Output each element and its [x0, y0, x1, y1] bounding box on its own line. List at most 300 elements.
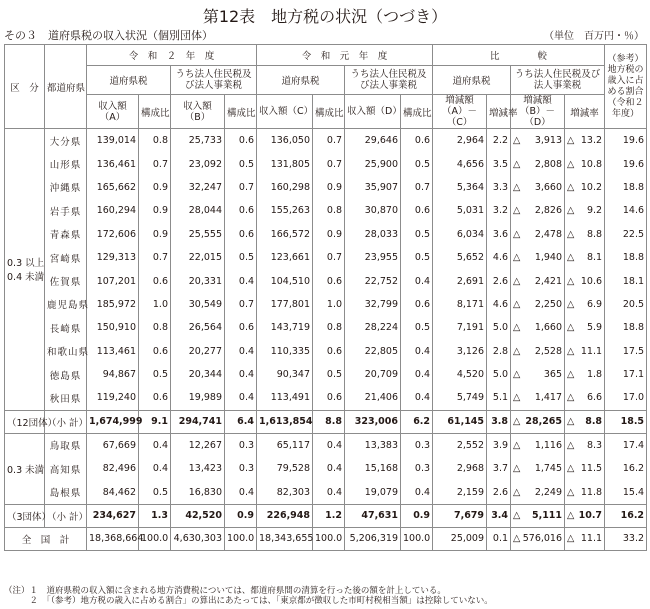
- table-row: [5, 246, 647, 269]
- cell-ref: 16.2: [605, 457, 647, 480]
- header-rev-a: 収入額（A）: [87, 95, 139, 129]
- group2-category-line: 0.3 未満: [7, 464, 45, 476]
- value: 1,116: [534, 439, 563, 451]
- header-rate-2: 増減率: [565, 95, 605, 129]
- cell-a: 139,014: [87, 129, 139, 153]
- cell-d: 20,709: [345, 363, 401, 386]
- cell-cs: 0.7: [313, 246, 345, 269]
- cell-b: 16,830: [171, 480, 225, 504]
- cell-a: 185,972: [87, 293, 139, 316]
- cell-c: 226,948: [257, 504, 313, 527]
- negative-mark: △: [513, 298, 521, 310]
- cell-bs: 0.5: [225, 246, 257, 269]
- value: 6.6: [586, 392, 603, 404]
- cell-d1: 7,191: [433, 316, 487, 339]
- cell-d2: [511, 410, 565, 433]
- cell-d: 28,224: [345, 316, 401, 339]
- table-row: [5, 457, 647, 480]
- table-row: [5, 199, 647, 222]
- negative-mark: △: [567, 252, 575, 264]
- cell-c: 155,263: [257, 199, 313, 222]
- cell-as: 0.9: [139, 199, 171, 222]
- cell-group-count: （3団体）: [5, 504, 45, 527]
- cell-as: 0.6: [139, 340, 171, 363]
- cell-d: 5,206,319: [345, 527, 401, 550]
- cell-d2: [511, 152, 565, 175]
- cell-c: 136,050: [257, 129, 313, 153]
- header-reference: （参考）地方税の歳入に占める割合（令和２年度）: [605, 45, 647, 129]
- value: 576,016: [522, 533, 563, 545]
- cell-c: 110,335: [257, 340, 313, 363]
- footnote-2: ２ 「（参考）地方税の歳入に占める割合」の算出にあたっては、「東京都が徴収した市町村税相当額」は控除していない。: [4, 596, 493, 606]
- cell-as: 0.4: [139, 457, 171, 480]
- cell-cs: 0.4: [313, 433, 345, 457]
- cell-b: 25,733: [171, 129, 225, 153]
- cell-d2: [511, 480, 565, 504]
- negative-mark: △: [513, 369, 521, 381]
- value: 2,249: [534, 486, 563, 498]
- value: 2,421: [534, 275, 563, 287]
- header-share-d: 構成比: [401, 95, 433, 129]
- cell-d1: 2,691: [433, 269, 487, 292]
- header-pref: 都道府県: [45, 45, 87, 129]
- cell-cs: 1.2: [313, 504, 345, 527]
- value: 1,660: [534, 322, 563, 334]
- cell-d1: 25,009: [433, 527, 487, 550]
- cell-as: 0.4: [139, 433, 171, 457]
- cell-r1: 2.6: [487, 269, 511, 292]
- cell-d2: [511, 363, 565, 386]
- negative-mark: △: [567, 439, 575, 451]
- group1-category: [5, 129, 45, 411]
- cell-cs: 0.9: [313, 223, 345, 246]
- cell-cs: 0.4: [313, 457, 345, 480]
- header-diff-ac: 増減額（A）－（C）: [433, 95, 487, 129]
- header-r1-dofukenzei: 道府県税: [257, 66, 345, 95]
- cell-b: 30,549: [171, 293, 225, 316]
- cell-ds: 0.4: [401, 363, 433, 386]
- cell-d1: 6,034: [433, 223, 487, 246]
- negative-mark: △: [567, 486, 575, 498]
- cell-a: 234,627: [87, 504, 139, 527]
- cell-d2: [511, 199, 565, 222]
- cell-ref: 20.5: [605, 293, 647, 316]
- cell-d2: [511, 316, 565, 339]
- cell-c: 113,491: [257, 386, 313, 410]
- cell-r2: [565, 457, 605, 480]
- header-diff-bd: 増減額（B）－（D）: [511, 95, 565, 129]
- cell-c: 104,510: [257, 269, 313, 292]
- cell-prefecture: 沖縄県: [45, 176, 87, 199]
- footnotes: [4, 586, 493, 606]
- cell-d1: 7,679: [433, 504, 487, 527]
- cell-r1: 4.6: [487, 246, 511, 269]
- unit-label: （単位 百万円・％）: [544, 31, 644, 42]
- cell-cs: 0.6: [313, 386, 345, 410]
- negative-mark: △: [567, 322, 575, 334]
- value: 1,745: [534, 463, 563, 475]
- cell-d1: 5,652: [433, 246, 487, 269]
- subtotal-row: [5, 410, 647, 433]
- cell-a: 18,368,664: [87, 527, 139, 550]
- cell-ds: 0.6: [401, 293, 433, 316]
- cell-a: 165,662: [87, 176, 139, 199]
- table-row: [5, 152, 647, 175]
- negative-mark: △: [513, 510, 521, 522]
- cell-d: 29,646: [345, 129, 401, 153]
- header-rev-b: 収入額（B）: [171, 95, 225, 129]
- header-rev-c: 収入額（C）: [257, 95, 313, 129]
- cell-ds: 100.0: [401, 527, 433, 550]
- negative-mark: △: [567, 228, 575, 240]
- cell-bs: 0.4: [225, 386, 257, 410]
- header-r2: 令 和 ２ 年 度: [87, 45, 257, 66]
- cell-d: 32,799: [345, 293, 401, 316]
- cell-cs: 0.4: [313, 480, 345, 504]
- value: 10.8: [580, 158, 603, 170]
- cell-a: 1,674,999: [87, 410, 139, 433]
- negative-mark: △: [513, 486, 521, 498]
- cell-d2: [511, 223, 565, 246]
- value: 3,913: [534, 135, 563, 147]
- cell-r1: 5.0: [487, 363, 511, 386]
- cell-d1: 8,171: [433, 293, 487, 316]
- cell-r1: 3.4: [487, 504, 511, 527]
- cell-d: 21,406: [345, 386, 401, 410]
- cell-bs: 100.0: [225, 527, 257, 550]
- cell-d1: 5,364: [433, 176, 487, 199]
- cell-b: 294,741: [171, 410, 225, 433]
- cell-bs: 0.6: [225, 199, 257, 222]
- cell-bs: 0.5: [225, 152, 257, 175]
- cell-d: 22,805: [345, 340, 401, 363]
- cell-ds: 0.3: [401, 433, 433, 457]
- cell-d: 15,168: [345, 457, 401, 480]
- negative-mark: △: [513, 439, 521, 451]
- cell-d1: 2,552: [433, 433, 487, 457]
- negative-mark: △: [567, 135, 575, 147]
- cell-ref: 22.5: [605, 223, 647, 246]
- value: 5,111: [531, 510, 563, 522]
- cell-d1: 61,145: [433, 410, 487, 433]
- cell-b: 23,092: [171, 152, 225, 175]
- cell-as: 100.0: [139, 527, 171, 550]
- cell-b: 25,555: [171, 223, 225, 246]
- cell-a: 107,201: [87, 269, 139, 292]
- negative-mark: △: [513, 181, 521, 193]
- cell-c: 143,719: [257, 316, 313, 339]
- cell-as: 0.9: [139, 223, 171, 246]
- cell-ds: 0.5: [401, 223, 433, 246]
- cell-c: 177,801: [257, 293, 313, 316]
- cell-r2: [565, 386, 605, 410]
- cell-d1: 2,964: [433, 129, 487, 153]
- cell-group-count: （12団体）: [5, 410, 45, 433]
- cell-r1: 2.6: [487, 480, 511, 504]
- cell-ds: 0.6: [401, 129, 433, 153]
- cell-bs: 0.6: [225, 223, 257, 246]
- cell-ref: 17.1: [605, 363, 647, 386]
- value: 2,528: [534, 345, 563, 357]
- negative-mark: △: [513, 135, 521, 147]
- value: 365: [543, 369, 563, 381]
- cell-b: 26,564: [171, 316, 225, 339]
- cell-r2: [565, 527, 605, 550]
- cell-d: 13,383: [345, 433, 401, 457]
- cell-ref: 18.8: [605, 316, 647, 339]
- cell-bs: 0.6: [225, 129, 257, 153]
- cell-c: 160,298: [257, 176, 313, 199]
- value: 8.3: [586, 439, 603, 451]
- cell-ds: 0.5: [401, 246, 433, 269]
- cell-prefecture: 長崎県: [45, 316, 87, 339]
- cell-bs: 0.4: [225, 480, 257, 504]
- table-row: [5, 363, 647, 386]
- header-r1: 令 和 元 年 度: [257, 45, 433, 66]
- cell-bs: 0.3: [225, 433, 257, 457]
- cell-ds: 0.4: [401, 269, 433, 292]
- cell-d: 19,079: [345, 480, 401, 504]
- negative-mark: △: [513, 463, 521, 475]
- cell-r1: 5.1: [487, 386, 511, 410]
- cell-bs: 0.4: [225, 340, 257, 363]
- cell-d1: 5,749: [433, 386, 487, 410]
- cell-prefecture: 青森県: [45, 223, 87, 246]
- cell-b: 22,015: [171, 246, 225, 269]
- value: 28,265: [525, 416, 563, 428]
- cell-as: 0.7: [139, 246, 171, 269]
- negative-mark: △: [513, 205, 521, 217]
- cell-r2: [565, 340, 605, 363]
- subtotal-row: [5, 504, 647, 527]
- value: 10.2: [580, 181, 603, 193]
- cell-d: 47,631: [345, 504, 401, 527]
- cell-as: 1.3: [139, 504, 171, 527]
- group1-category-line: 0.3 以上: [7, 258, 45, 270]
- cell-r2: [565, 269, 605, 292]
- cell-cs: 0.6: [313, 269, 345, 292]
- cell-c: 65,117: [257, 433, 313, 457]
- cell-ref: 19.6: [605, 152, 647, 175]
- cell-subtotal-label: （小 計）: [45, 504, 87, 527]
- cell-as: 1.0: [139, 293, 171, 316]
- cell-d2: [511, 433, 565, 457]
- cell-ref: 18.8: [605, 176, 647, 199]
- negative-mark: △: [513, 275, 521, 287]
- cell-ref: 18.5: [605, 410, 647, 433]
- cell-r2: [565, 152, 605, 175]
- value: 9.2: [586, 205, 603, 217]
- cell-prefecture: 島根県: [45, 480, 87, 504]
- cell-as: 0.5: [139, 363, 171, 386]
- cell-ref: 18.1: [605, 269, 647, 292]
- cell-bs: 0.4: [225, 363, 257, 386]
- group1-category-line: 0.4 未満: [7, 272, 45, 284]
- cell-d: 28,033: [345, 223, 401, 246]
- cell-r2: [565, 129, 605, 153]
- table-subtitle: その３ 道府県税の収入状況（個別団体）: [4, 29, 213, 42]
- value: 6.9: [586, 298, 603, 310]
- cell-cs: 1.0: [313, 293, 345, 316]
- value: 11.1: [580, 533, 603, 545]
- cell-c: 1,613,854: [257, 410, 313, 433]
- negative-mark: △: [513, 158, 521, 170]
- cell-as: 0.5: [139, 480, 171, 504]
- prefectural-tax-table: [4, 44, 647, 551]
- cell-a: 136,461: [87, 152, 139, 175]
- cell-ref: 17.4: [605, 433, 647, 457]
- header-kubun: 区 分: [5, 45, 45, 129]
- cell-r2: [565, 316, 605, 339]
- cell-b: 20,277: [171, 340, 225, 363]
- negative-mark: △: [567, 369, 575, 381]
- table-row: [5, 480, 647, 504]
- cell-r1: 3.3: [487, 176, 511, 199]
- cell-b: 19,989: [171, 386, 225, 410]
- cell-r1: 4.6: [487, 293, 511, 316]
- cell-as: 0.6: [139, 386, 171, 410]
- header-share-c: 構成比: [313, 95, 345, 129]
- negative-mark: △: [513, 345, 521, 357]
- cell-r2: [565, 199, 605, 222]
- cell-c: 166,572: [257, 223, 313, 246]
- cell-bs: 6.4: [225, 410, 257, 433]
- footnote-1: （注）１ 道府県税の収入額に含まれる地方消費税については、都道府県間の清算を行った後の額を計上している。: [4, 586, 446, 596]
- cell-d2: [511, 457, 565, 480]
- cell-prefecture: 佐賀県: [45, 269, 87, 292]
- value: 2,808: [534, 158, 563, 170]
- cell-bs: 0.6: [225, 316, 257, 339]
- negative-mark: △: [513, 228, 521, 240]
- cell-c: 123,661: [257, 246, 313, 269]
- cell-ref: 18.8: [605, 246, 647, 269]
- header-cmp-dofukenzei: 道府県税: [433, 66, 511, 95]
- cell-r1: 3.6: [487, 223, 511, 246]
- cell-a: 172,606: [87, 223, 139, 246]
- cell-prefecture: 大分県: [45, 129, 87, 153]
- negative-mark: △: [567, 533, 575, 545]
- cell-d: 25,900: [345, 152, 401, 175]
- cell-r2: [565, 176, 605, 199]
- cell-bs: 0.9: [225, 504, 257, 527]
- cell-r2: [565, 223, 605, 246]
- cell-d2: [511, 527, 565, 550]
- cell-ds: 0.5: [401, 152, 433, 175]
- cell-prefecture: 岩手県: [45, 199, 87, 222]
- cell-cs: 0.5: [313, 363, 345, 386]
- table-row: [5, 293, 647, 316]
- cell-r2: [565, 504, 605, 527]
- cell-d2: [511, 246, 565, 269]
- header-share-a: 構成比: [139, 95, 171, 129]
- value: 2,826: [534, 205, 563, 217]
- cell-bs: 0.3: [225, 457, 257, 480]
- cell-ds: 0.4: [401, 340, 433, 363]
- negative-mark: △: [513, 322, 521, 334]
- value: 8.1: [586, 252, 603, 264]
- table-row: [5, 316, 647, 339]
- cell-b: 32,247: [171, 176, 225, 199]
- cell-as: 0.7: [139, 152, 171, 175]
- cell-ds: 6.2: [401, 410, 433, 433]
- cell-a: 129,313: [87, 246, 139, 269]
- cell-ref: 14.6: [605, 199, 647, 222]
- cell-a: 160,294: [87, 199, 139, 222]
- cell-d: 23,955: [345, 246, 401, 269]
- value: 1.8: [586, 369, 603, 381]
- cell-total-label: 全 国 計: [5, 527, 87, 550]
- cell-cs: 0.7: [313, 129, 345, 153]
- cell-cs: 0.6: [313, 340, 345, 363]
- cell-a: 150,910: [87, 316, 139, 339]
- cell-ds: 0.4: [401, 386, 433, 410]
- negative-mark: △: [513, 392, 521, 404]
- negative-mark: △: [567, 510, 575, 522]
- value: 3,660: [534, 181, 563, 193]
- header-share-b: 構成比: [225, 95, 257, 129]
- table-row: [5, 129, 647, 153]
- header-rev-d: 収入額（D）: [345, 95, 401, 129]
- cell-c: 82,303: [257, 480, 313, 504]
- cell-r2: [565, 480, 605, 504]
- cell-r1: 2.8: [487, 340, 511, 363]
- cell-a: 113,461: [87, 340, 139, 363]
- cell-ref: 33.2: [605, 527, 647, 550]
- cell-d1: 4,520: [433, 363, 487, 386]
- cell-c: 90,347: [257, 363, 313, 386]
- cell-prefecture: 和歌山県: [45, 340, 87, 363]
- value: 11.1: [580, 345, 603, 357]
- cell-b: 4,630,303: [171, 527, 225, 550]
- value: 11.8: [580, 486, 603, 498]
- cell-as: 9.1: [139, 410, 171, 433]
- negative-mark: △: [567, 298, 575, 310]
- cell-ds: 0.3: [401, 457, 433, 480]
- cell-as: 0.6: [139, 269, 171, 292]
- table-row: [5, 386, 647, 410]
- cell-ref: 15.4: [605, 480, 647, 504]
- cell-d: 30,870: [345, 199, 401, 222]
- cell-r2: [565, 363, 605, 386]
- cell-cs: 100.0: [313, 527, 345, 550]
- cell-bs: 0.7: [225, 293, 257, 316]
- table-row: [5, 433, 647, 457]
- cell-c: 79,528: [257, 457, 313, 480]
- value: 1,940: [534, 252, 563, 264]
- cell-b: 12,267: [171, 433, 225, 457]
- cell-ref: 16.2: [605, 504, 647, 527]
- cell-r1: 0.1: [487, 527, 511, 550]
- negative-mark: △: [567, 416, 575, 428]
- cell-ref: 19.6: [605, 129, 647, 153]
- group2-category: [5, 433, 45, 504]
- cell-cs: 0.8: [313, 316, 345, 339]
- cell-d: 323,006: [345, 410, 401, 433]
- table-row: [5, 176, 647, 199]
- value: 10.6: [580, 275, 603, 287]
- cell-d2: [511, 293, 565, 316]
- value: 13.2: [580, 135, 603, 147]
- header-comparison: 比 較: [433, 45, 605, 66]
- table-row: [5, 269, 647, 292]
- cell-d1: 2,968: [433, 457, 487, 480]
- cell-r1: 5.0: [487, 316, 511, 339]
- negative-mark: △: [567, 205, 575, 217]
- cell-a: 119,240: [87, 386, 139, 410]
- header-cmp-uchi: うち法人住民税及び法人事業税: [511, 66, 605, 95]
- cell-r1: 3.8: [487, 410, 511, 433]
- cell-b: 20,344: [171, 363, 225, 386]
